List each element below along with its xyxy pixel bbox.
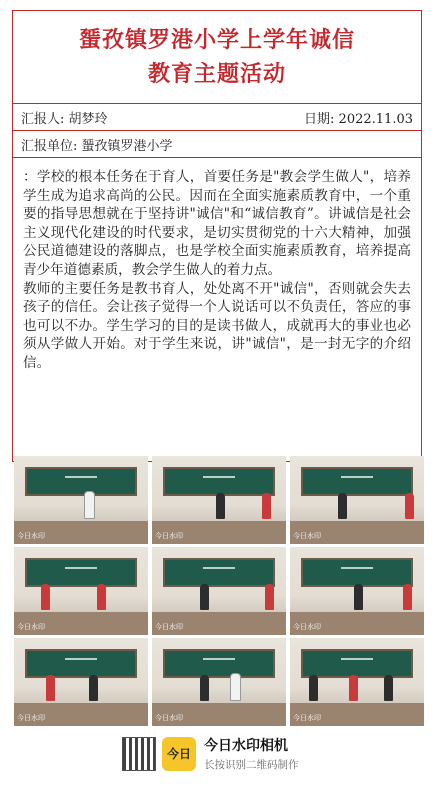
blackboard <box>163 467 276 497</box>
blackboard <box>301 467 414 497</box>
student-figure <box>200 675 209 701</box>
photo-watermark: 今日水印 <box>17 532 45 540</box>
app-footer <box>122 735 299 772</box>
photo-watermark: 今日水印 <box>17 623 45 631</box>
blackboard <box>301 558 414 588</box>
report-frame <box>12 10 422 462</box>
unit-row <box>13 131 421 158</box>
student-figure <box>384 675 393 701</box>
qr-code-icon[interactable] <box>122 737 156 771</box>
classroom-photo[interactable] <box>152 638 286 726</box>
student-figure <box>338 493 347 519</box>
classroom-photo[interactable] <box>152 547 286 635</box>
student-figure <box>84 491 95 519</box>
app-logo-icon: 今日 <box>162 737 196 771</box>
blackboard <box>25 558 138 588</box>
photo-watermark: 今日水印 <box>155 623 183 631</box>
photo-watermark: 今日水印 <box>155 532 183 540</box>
app-name: 今日水印相机 <box>204 738 288 754</box>
student-figure <box>309 675 318 701</box>
photo-grid <box>14 456 424 726</box>
date-label: 日期: 2022.11.03 <box>304 111 413 127</box>
classroom-photo[interactable] <box>14 547 148 635</box>
student-figure <box>216 493 225 519</box>
student-figure <box>97 584 106 610</box>
student-figure <box>89 675 98 701</box>
reporter-label: 汇报人: 胡梦玲 <box>21 111 108 127</box>
student-figure <box>46 675 55 701</box>
body-paragraph-1: ：学校的根本任务在于育人，首要任务是"教会学生做人"，培养学生成为追求高尚的公民。因而在全面实施素质教育中，一个重要的指导思想就在于坚持讲"诚信"和“诚信教育”。讲诚信是社会主义现代化建设的时代要求，是切实贯彻党的十六大精神，加强公民道德建设的落脚点，也是学校全面实施素质教育，培养提高青少年道德素质，教会学生做人的着力点。 <box>23 169 411 278</box>
title-line-2: 教育主题活动 <box>147 61 286 87</box>
student-figure <box>349 675 358 701</box>
photo-watermark: 今日水印 <box>17 714 45 722</box>
student-figure <box>405 493 414 519</box>
blackboard <box>25 649 138 679</box>
student-figure <box>41 584 50 610</box>
title-line-1: 蜑孜镇罗港小学上学年诚信 <box>78 27 355 53</box>
photo-watermark: 今日水印 <box>293 532 321 540</box>
classroom-photo[interactable] <box>14 456 148 544</box>
blackboard <box>163 558 276 588</box>
student-figure <box>230 673 241 701</box>
reporter-row <box>13 104 421 131</box>
student-figure <box>403 584 412 610</box>
classroom-photo[interactable] <box>14 638 148 726</box>
classroom-photo[interactable] <box>290 456 424 544</box>
photo-watermark: 今日水印 <box>155 714 183 722</box>
student-figure <box>354 584 363 610</box>
student-figure <box>262 493 271 519</box>
unit-label: 汇报单位: 蜑孜镇罗港小学 <box>21 138 173 154</box>
classroom-photo[interactable] <box>152 456 286 544</box>
blackboard <box>301 649 414 679</box>
report-body <box>13 158 421 373</box>
student-figure <box>265 584 274 610</box>
photo-watermark: 今日水印 <box>293 623 321 631</box>
photo-watermark: 今日水印 <box>293 714 321 722</box>
body-paragraph-2: 教师的主要任务是教书育人，处处离不开"诚信"，否则就会失去孩子的信任。会让孩子觉得一个人说话可以不负责任，答应的事也可以不办。学生学习的目的是读书做人，成就再大的事业也必须从学做人开始。对于学生来说，讲"诚信"，是一封无字的介绍信。 <box>23 280 411 371</box>
app-subtitle: 长按识别二维码制作 <box>204 759 299 771</box>
classroom-photo[interactable] <box>290 638 424 726</box>
blackboard <box>25 467 138 497</box>
report-title <box>13 11 421 104</box>
classroom-photo[interactable] <box>290 547 424 635</box>
footer-text <box>204 735 299 772</box>
blackboard <box>163 649 276 679</box>
student-figure <box>200 584 209 610</box>
